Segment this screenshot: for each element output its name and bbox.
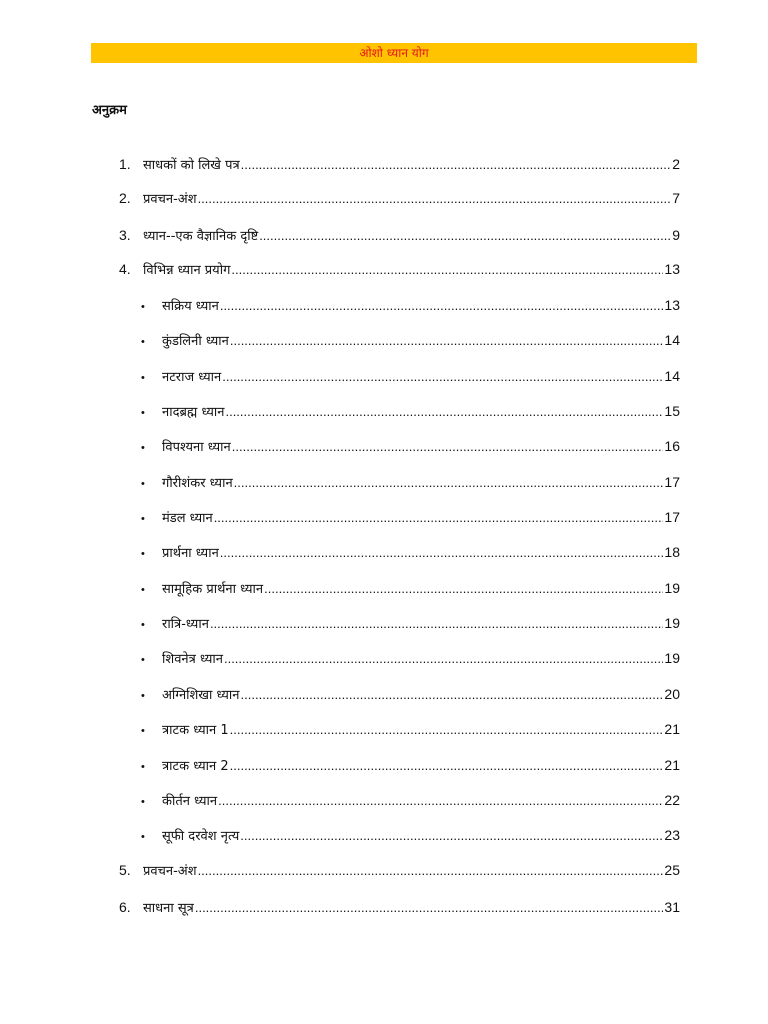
toc-subentry-page: 16 (664, 438, 680, 454)
toc-subentry-page: 14 (664, 332, 680, 348)
toc-subentry[interactable] (141, 756, 680, 776)
toc-subentry-page: 19 (664, 650, 680, 666)
toc-subentry-title: प्रार्थना ध्यान (162, 546, 219, 561)
dot-leader (198, 190, 672, 208)
toc-subentry-page: 17 (664, 474, 680, 490)
toc-entry-number: 6. (119, 899, 131, 915)
toc-subentry-title: नटराज ध्यान (162, 370, 222, 385)
toc-subentry-page: 19 (664, 615, 680, 631)
dot-leader (234, 474, 664, 492)
toc-subentry-title: त्राटक ध्यान 1 (162, 723, 229, 738)
toc-subentry-title: त्राटक ध्यान 2 (162, 759, 229, 774)
toc-subentry[interactable] (141, 508, 680, 528)
toc-subentry-page: 19 (664, 580, 680, 596)
bullet-icon: • (141, 584, 145, 596)
toc-entry-page: 2 (672, 156, 680, 172)
dot-leader (230, 757, 664, 775)
toc-subentry[interactable] (141, 473, 680, 493)
toc-entry-number: 3. (119, 227, 131, 243)
toc-entry-number: 4. (119, 261, 131, 277)
bullet-icon: • (141, 301, 145, 313)
toc-subentry-page: 20 (664, 686, 680, 702)
bullet-icon: • (141, 725, 145, 737)
toc-subentry[interactable] (141, 649, 680, 669)
toc-entry-title: प्रवचन-अंश (143, 192, 197, 207)
dot-leader (210, 615, 663, 633)
toc-entry[interactable] (119, 861, 680, 881)
dot-leader (198, 862, 664, 880)
toc-subentry[interactable] (141, 791, 680, 811)
toc-entry-title: ध्यान--एक वैज्ञानिक दृष्टि (143, 229, 259, 244)
toc-subentry[interactable] (141, 437, 680, 457)
bullet-icon: • (141, 442, 145, 454)
toc-subentry-title: गौरीशंकर ध्यान (162, 476, 233, 491)
dot-leader (232, 438, 664, 456)
toc-entry-page: 9 (672, 227, 680, 243)
bullet-icon: • (141, 372, 145, 384)
dot-leader (230, 332, 664, 350)
dot-leader (264, 580, 663, 598)
toc-entry-number: 1. (119, 156, 131, 172)
bullet-icon: • (141, 690, 145, 702)
toc-subentry-title: सामूहिक प्रार्थना ध्यान (162, 582, 264, 597)
toc-subentry-page: 13 (664, 297, 680, 313)
toc-subentry-page: 18 (664, 544, 680, 560)
dot-leader (224, 650, 663, 668)
toc-entry-number: 2. (119, 190, 131, 206)
toc-subentry[interactable] (141, 579, 680, 599)
toc-subentry-page: 15 (664, 403, 680, 419)
document-header-band (91, 43, 697, 63)
toc-entry-title: प्रवचन-अंश (143, 864, 197, 879)
toc-entry-page: 31 (664, 899, 680, 915)
bullet-icon: • (141, 796, 145, 808)
bullet-icon: • (141, 548, 145, 560)
dot-leader (240, 827, 663, 845)
toc-subentry-title: कुंडलिनी ध्यान (162, 334, 229, 349)
bullet-icon: • (141, 654, 145, 666)
toc-subentry-page: 14 (664, 368, 680, 384)
toc-subentry[interactable] (141, 367, 680, 387)
toc-subentry[interactable] (141, 720, 680, 740)
toc-subentry-title: शिवनेत्र ध्यान (162, 652, 223, 667)
toc-entry-title: साधना सूत्र (143, 901, 194, 916)
toc-subentry-title: सूफी दरवेश नृत्य (162, 829, 240, 844)
dot-leader (214, 509, 664, 527)
toc-entry-number: 5. (119, 862, 131, 878)
toc-entry[interactable] (119, 189, 680, 209)
dot-leader (241, 686, 664, 704)
toc-subentry[interactable] (141, 331, 680, 351)
toc-subentry-title: नादब्रह्म ध्यान (162, 405, 225, 420)
toc-subentry-title: विपश्यना ध्यान (162, 440, 231, 455)
dot-leader (225, 403, 663, 421)
toc-entry[interactable] (119, 226, 680, 246)
toc-entry-page: 25 (664, 862, 680, 878)
toc-subentry-title: कीर्तन ध्यान (162, 794, 218, 809)
dot-leader (220, 544, 664, 562)
bullet-icon: • (141, 407, 145, 419)
document-header-title: ओशो ध्यान योग (359, 46, 429, 60)
toc-subentry-page: 22 (664, 792, 680, 808)
bullet-icon: • (141, 336, 145, 348)
toc-subentry-page: 17 (664, 509, 680, 525)
toc-entry-page: 13 (664, 261, 680, 277)
bullet-icon: • (141, 478, 145, 490)
toc-heading: अनुक्रम (92, 103, 127, 118)
toc-subentry[interactable] (141, 614, 680, 634)
dot-leader (259, 227, 671, 245)
toc-subentry-title: रात्रि-ध्यान (162, 617, 209, 632)
toc-entry[interactable] (119, 260, 680, 280)
dot-leader (220, 297, 664, 315)
bullet-icon: • (141, 761, 145, 773)
toc-entry[interactable] (119, 898, 680, 918)
toc-subentry-title: सक्रिय ध्यान (162, 299, 219, 314)
toc-subentry-page: 23 (664, 827, 680, 843)
dot-leader (230, 721, 664, 739)
toc-subentry[interactable] (141, 402, 680, 422)
toc-subentry[interactable] (141, 543, 680, 563)
bullet-icon: • (141, 513, 145, 525)
dot-leader (195, 899, 664, 917)
bullet-icon: • (141, 619, 145, 631)
toc-subentry[interactable] (141, 826, 680, 846)
toc-subentry[interactable] (141, 685, 680, 705)
toc-subentry-title: अग्निशिखा ध्यान (162, 688, 240, 703)
toc-entry-page: 7 (672, 190, 680, 206)
toc-entry-title: साधकों को लिखे पत्र (143, 158, 240, 173)
toc-entry[interactable] (119, 155, 680, 175)
dot-leader (222, 368, 663, 386)
toc-subentry-page: 21 (664, 757, 680, 773)
toc-entry-title: विभिन्न ध्यान प्रयोग (143, 263, 231, 278)
dot-leader (218, 792, 663, 810)
toc-subentry-page: 21 (664, 721, 680, 737)
dot-leader (231, 261, 663, 279)
toc-subentry[interactable] (141, 296, 680, 316)
bullet-icon: • (141, 831, 145, 843)
toc-subentry-title: मंडल ध्यान (162, 511, 213, 526)
dot-leader (241, 156, 672, 174)
